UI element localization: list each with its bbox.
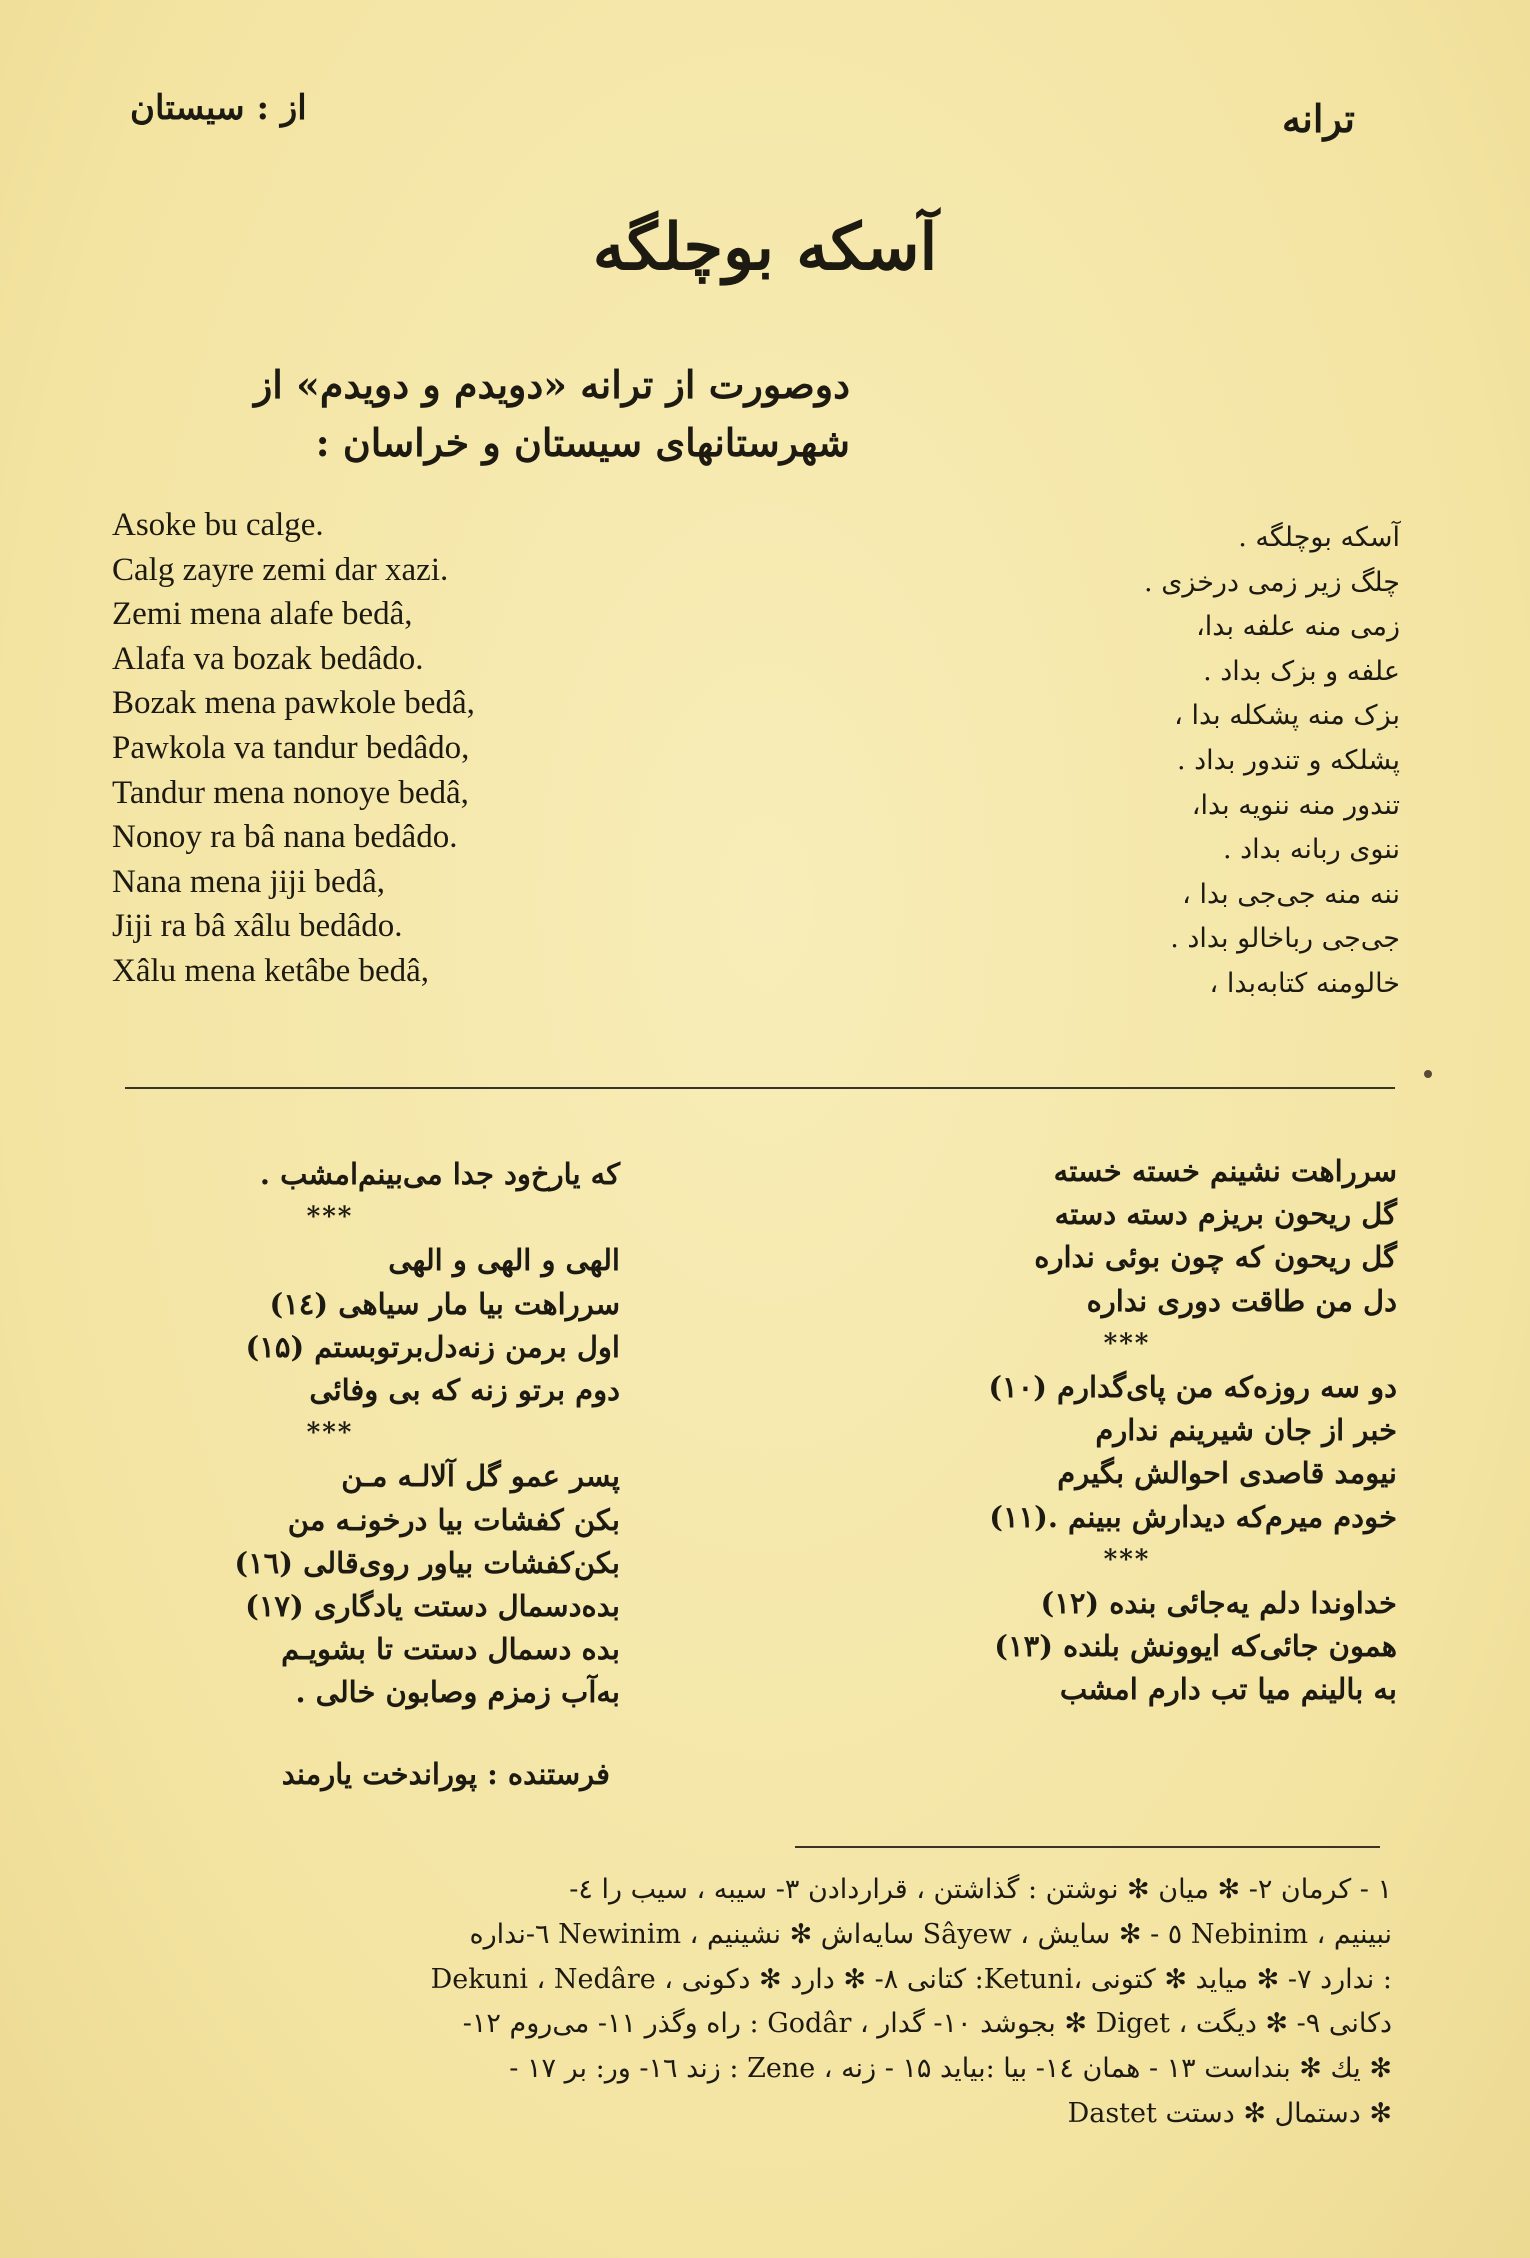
verse-line: به‌آب زمزم وصابون خالی . bbox=[295, 1675, 620, 1710]
verse-line: بده دسمال دستت تا بشویـم bbox=[281, 1632, 620, 1667]
footnote-line: ✻ دستمال ✻ دستت Dastet bbox=[1067, 2097, 1392, 2129]
verse-line: نیومد قاصدی احوالش بگیرم bbox=[1057, 1456, 1397, 1491]
footnote-line: نبینیم ، Nebinim ٥ - ✻ سایش ، Sâyew سایه‌اش ✻ نشینیم ، Newinim ٦-نداره bbox=[469, 1918, 1392, 1950]
persian-line: علفه و بزک بداد . bbox=[1203, 655, 1400, 687]
stanza-left-column bbox=[100, 1153, 620, 1715]
section-divider bbox=[125, 1087, 1395, 1089]
subtitle-line: شهرستانهای سیستان و خراسان : bbox=[315, 420, 850, 465]
page-title: آسکه بوچلگه bbox=[592, 210, 938, 285]
subtitle bbox=[90, 356, 850, 472]
verse-line: دل من طاقت دوری نداره bbox=[1086, 1283, 1397, 1318]
persian-line: ننوی ربانه بداد . bbox=[1222, 834, 1400, 866]
latin-line: Nana mena jiji bedâ, bbox=[112, 863, 386, 900]
verse-line: بکن‌کفشات بیاور روی‌قالی (۱٦) bbox=[234, 1545, 620, 1580]
sender-credit: فرستنده : پوراندخت یارمند bbox=[281, 1757, 610, 1791]
persian-line: جی‌جی رباخالو بداد . bbox=[1170, 923, 1400, 955]
latin-line: Asoke bu calge. bbox=[112, 507, 324, 543]
latin-line: Tandur mena nonoye bedâ, bbox=[112, 774, 469, 811]
subtitle-line: دوصورت از ترانه «دویدم و دویدم» از bbox=[253, 362, 850, 407]
footnote-line: : ندارد ۷- ✻ میاید ✻ کتونی ،Ketuni: کتانی ۸- ✻ دارد ✻ دکونی ، Dekuni ، Nedâre bbox=[430, 1963, 1392, 1995]
stanza-right-column bbox=[917, 1150, 1397, 1712]
persian-line: ننه منه جی‌جی بدا ، bbox=[1182, 878, 1400, 910]
verse-line: به بالینم میا تب دارم امشب bbox=[1059, 1672, 1397, 1707]
footnotes bbox=[102, 1868, 1392, 2137]
footnote-line: ۱ - کرمان ۲- ✻ میان ✻ نوشتن : گذاشتن ، قراردادن ۳- سیبه ، سیب را ٤- bbox=[569, 1874, 1392, 1905]
header-genre: ترانه bbox=[1281, 96, 1355, 141]
verse-line: گل ریحون که چون بوئی نداره bbox=[1034, 1240, 1397, 1275]
latin-line: Xâlu mena ketâbe bedâ, bbox=[112, 952, 430, 989]
verse-line: همون جائی‌که ایوونش بلنده (۱۳) bbox=[994, 1629, 1397, 1664]
ink-speck bbox=[1424, 1070, 1432, 1078]
verse-line: که یارخ‌ود جدا می‌بینم‌امشب . bbox=[259, 1157, 620, 1191]
persian-poem-column bbox=[1144, 516, 1400, 1007]
header-source: از : سیستان bbox=[130, 88, 307, 128]
stanza-separator: *** bbox=[1103, 1544, 1151, 1575]
persian-line: آسکه بوچلگه . bbox=[1238, 522, 1400, 553]
verse-line: خودم میرم‌که دیدارش ببینم .(۱۱) bbox=[989, 1499, 1397, 1534]
persian-line: چلگ زیر زمی درخزی . bbox=[1144, 566, 1400, 598]
verse-line: دوم برتو زنه که بی وفائی bbox=[309, 1373, 620, 1408]
stanza-separator: *** bbox=[306, 1202, 354, 1233]
verse-line: پسر عمو گل آلالـه مـن bbox=[341, 1459, 620, 1494]
persian-line: پشلکه و تندور بداد . bbox=[1176, 744, 1400, 776]
latin-line: Jiji ra bâ xâlu bedâdo. bbox=[112, 908, 403, 945]
transliteration-column bbox=[112, 503, 475, 994]
verse-line: الهی و الهی و الهی bbox=[388, 1243, 620, 1278]
footnote-divider bbox=[795, 1846, 1380, 1848]
persian-line: خالومنه کتابه‌بدا ، bbox=[1209, 967, 1400, 999]
stanza-separator: *** bbox=[1103, 1328, 1151, 1359]
verse-line: سرراهت نشینم خسته خسته bbox=[1053, 1154, 1397, 1188]
verse-line: خبر از جان شیرینم ندارم bbox=[1095, 1413, 1397, 1448]
verse-line: گل ریحون بریزم دسته دسته bbox=[1054, 1197, 1397, 1232]
latin-line: Zemi mena alafe bedâ, bbox=[112, 596, 413, 633]
stanza-separator: *** bbox=[306, 1418, 354, 1449]
persian-line: تندور منه ننویه بدا، bbox=[1191, 789, 1400, 821]
verse-line: دو سه روزه‌که من پای‌گدارم (۱۰) bbox=[988, 1370, 1397, 1405]
verse-line: بکن کفشات بیا درخونـه من bbox=[287, 1502, 620, 1537]
footnote-line: دکانی ۹- ✻ دیگت ، Diget ✻ بجوشد ۱۰- گدار ، Godâr : راه وگذر ۱۱- می‌روم ۱۲- bbox=[462, 2008, 1392, 2040]
persian-line: بزک منه پشکله بدا ، bbox=[1174, 700, 1400, 732]
verse-line: سرراهت بیا مار سیاهی (۱٤) bbox=[269, 1286, 620, 1321]
latin-line: Bozak mena pawkole bedâ, bbox=[112, 685, 475, 722]
latin-line: Nonoy ra bâ nana bedâdo. bbox=[112, 819, 458, 856]
footnote-line: ✻ یك ✻ بنداست ۱۳ - همان ۱٤- بیا :بیاید ۱۵ - زنه ، Zene : زند ۱٦- ور: بر ۱۷ - bbox=[509, 2053, 1392, 2085]
latin-line: Calg zayre zemi dar xazi. bbox=[112, 551, 449, 588]
latin-line: Alafa va bozak bedâdo. bbox=[112, 640, 424, 677]
persian-line: زمی منه علفه بدا، bbox=[1196, 611, 1400, 643]
verse-line: خداوندا دلم یه‌جائی بنده (۱۲) bbox=[1040, 1586, 1397, 1621]
latin-line: Pawkola va tandur bedâdo, bbox=[112, 729, 470, 766]
verse-line: اول برمن زنه‌دل‌برتوبستم (۱۵) bbox=[245, 1329, 620, 1364]
verse-line: بده‌دسمال دستت یادگاری (۱۷) bbox=[245, 1589, 620, 1624]
